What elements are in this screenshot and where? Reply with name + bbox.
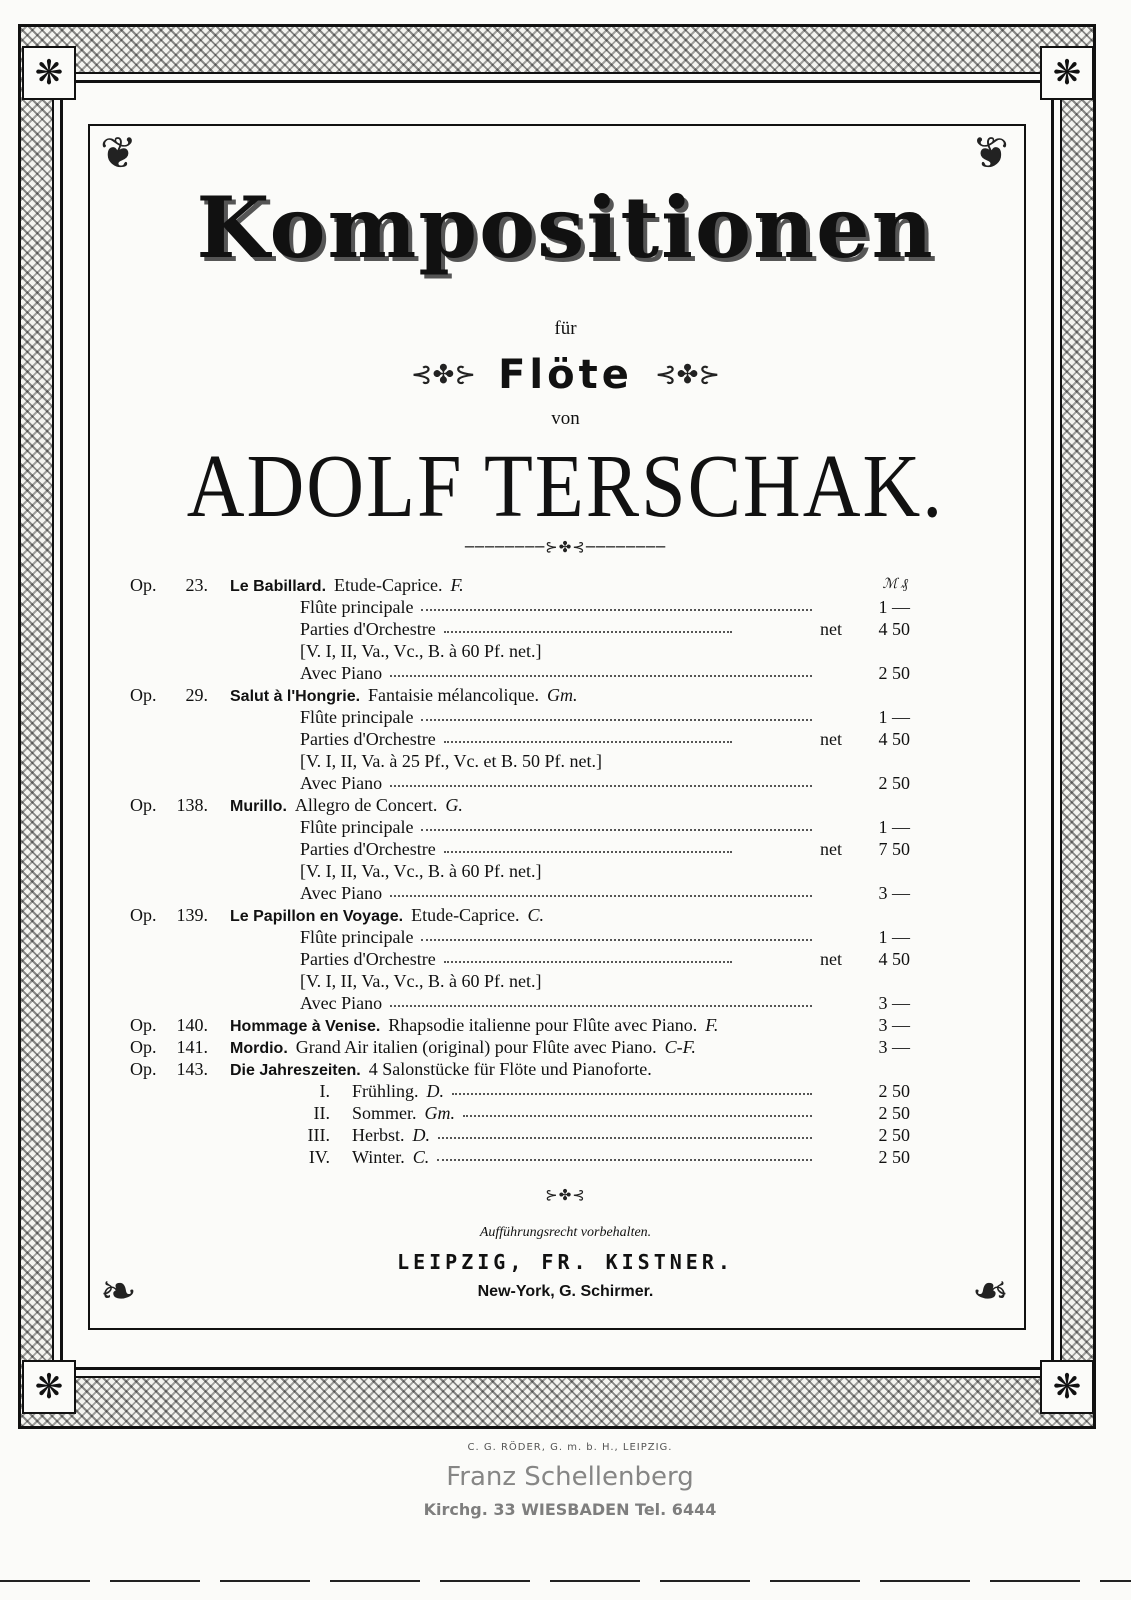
edition-row	[130, 882, 920, 904]
edition-price: 2 50	[878, 773, 910, 793]
edition-row	[130, 662, 920, 684]
season-key: Gm.	[424, 1103, 456, 1123]
parts-note: [V. I, II, Va. à 25 Pf., Vc. et B. 50 Pf. net.]	[300, 751, 602, 771]
parts-note: [V. I, II, Va., Vc., B. à 60 Pf. net.]	[300, 971, 542, 991]
work-title	[230, 1014, 718, 1038]
op-number: 29.	[185, 685, 208, 705]
dealer-stamp-name: Franz Schellenberg	[446, 1462, 694, 1492]
left-ornament-icon: ⊰✤⊱	[410, 360, 477, 390]
work-description: Grand Air italien (original) pour Flûte avec Piano.	[295, 1037, 657, 1057]
season-row	[130, 1080, 920, 1102]
edition-row	[130, 992, 920, 1014]
op-label: Op.	[130, 1037, 157, 1057]
edition-row	[130, 728, 920, 750]
season-price: 2 50	[878, 1081, 910, 1101]
edition-label: Avec Piano	[300, 663, 383, 683]
parts-note-row	[130, 640, 920, 662]
season-row	[130, 1146, 920, 1168]
fuer-label: für	[554, 318, 577, 339]
dealer-stamp-address: Kirchg. 33 WIESBADEN Tel. 6444	[423, 1500, 717, 1519]
edition-price: 2 50	[878, 663, 910, 683]
corner-ornament-icon: ❋	[22, 46, 76, 100]
work-key: F.	[450, 575, 464, 595]
work-heading	[130, 1014, 920, 1036]
work-title-text: Murillo.	[230, 798, 287, 815]
flourish-icon: ❦	[972, 128, 1009, 179]
edition-price: 3 —	[878, 883, 910, 903]
edition-price: 3 —	[878, 993, 910, 1013]
edition-price: 1 —	[878, 707, 910, 727]
edition-row	[130, 838, 920, 860]
season-price: 2 50	[878, 1125, 910, 1145]
work-heading	[130, 904, 920, 926]
corner-ornament-icon: ❋	[22, 1360, 76, 1414]
flourish-icon: ❦	[100, 128, 137, 179]
parts-note: [V. I, II, Va., Vc., B. à 60 Pf. net.]	[300, 861, 542, 881]
work-title	[230, 904, 544, 928]
work-title-text: Mordio.	[230, 1040, 288, 1057]
edition-label: Flûte principale	[300, 597, 414, 617]
work-title	[230, 794, 463, 818]
composer-name: ADOLF TERSCHAK.	[186, 437, 945, 537]
season-number: I.	[319, 1081, 330, 1101]
edition-row	[130, 706, 920, 728]
net-label: net	[820, 949, 842, 969]
season-name: Herbst.	[352, 1125, 405, 1145]
edition-label: Parties d'Orchestre	[300, 949, 436, 969]
op-label: Op.	[130, 905, 157, 925]
work-key: C.	[527, 905, 545, 925]
season-row	[130, 1124, 920, 1146]
parts-note: [V. I, II, Va., Vc., B. à 60 Pf. net.]	[300, 641, 542, 661]
work-title-text: Le Papillon en Voyage.	[230, 908, 404, 925]
bottom-rule	[0, 1580, 1131, 1582]
season-number: II.	[313, 1103, 330, 1123]
work-title	[230, 1036, 696, 1060]
op-number: 138.	[176, 795, 208, 815]
work-title	[230, 1058, 652, 1082]
edition-label: Flûte principale	[300, 927, 414, 947]
parts-note-row	[130, 860, 920, 882]
op-number: 140.	[176, 1015, 208, 1035]
printer-imprint: C. G. RÖDER, G. m. b. H., LEIPZIG.	[467, 1442, 673, 1453]
edition-label: Avec Piano	[300, 993, 383, 1013]
season-number: III.	[307, 1125, 330, 1145]
net-label: net	[820, 729, 842, 749]
edition-row	[130, 772, 920, 794]
edition-price: 1 —	[878, 927, 910, 947]
edition-label: Flûte principale	[300, 707, 414, 727]
work-description: 4 Salonstücke für Flöte und Pianoforte.	[368, 1059, 652, 1079]
edition-label: Parties d'Orchestre	[300, 729, 436, 749]
season-name: Sommer.	[352, 1103, 417, 1123]
season-name: Frühling.	[352, 1081, 419, 1101]
edition-label: Parties d'Orchestre	[300, 839, 436, 859]
work-description: Etude-Caprice.	[411, 905, 520, 925]
edition-row	[130, 596, 920, 618]
von-label: von	[551, 408, 580, 429]
op-number: 23.	[185, 575, 208, 595]
work-title-text: Die Jahreszeiten.	[230, 1062, 361, 1079]
net-label: net	[820, 619, 842, 639]
op-number: 141.	[176, 1037, 208, 1057]
edition-label: Avec Piano	[300, 883, 383, 903]
edition-row	[130, 948, 920, 970]
divider-ornament-icon: ⊱✤⊰	[545, 1186, 586, 1204]
parts-note-row	[130, 970, 920, 992]
work-heading	[130, 574, 920, 596]
edition-price: 4 50	[878, 949, 910, 969]
work-description: Allegro de Concert.	[294, 795, 438, 815]
instrument-name: Flöte	[498, 352, 633, 398]
season-price: 2 50	[878, 1147, 910, 1167]
season-row	[130, 1102, 920, 1124]
work-title-text: Le Babillard.	[230, 578, 327, 595]
work-heading	[130, 684, 920, 706]
edition-price: 4 50	[878, 619, 910, 639]
work-description: Fantaisie mélancolique.	[368, 685, 539, 705]
op-number: 139.	[176, 905, 208, 925]
work-description: Etude-Caprice.	[334, 575, 443, 595]
work-heading	[130, 1036, 920, 1058]
edition-row	[130, 618, 920, 640]
op-label: Op.	[130, 685, 157, 705]
work-title	[230, 684, 578, 708]
page-title: Kompositionen	[196, 178, 935, 277]
edition-price: 1 —	[878, 817, 910, 837]
season-key: C.	[412, 1147, 430, 1167]
edition-row	[130, 926, 920, 948]
season-key: D.	[412, 1125, 430, 1145]
op-label: Op.	[130, 1015, 157, 1035]
flourish-icon: ❧	[100, 1266, 137, 1317]
season-price: 2 50	[878, 1103, 910, 1123]
work-title	[230, 574, 464, 598]
work-key: Gm.	[547, 685, 578, 705]
flourish-icon: ❧	[972, 1266, 1009, 1317]
corner-ornament-icon: ❋	[1040, 46, 1094, 100]
work-title-text: Hommage à Venise.	[230, 1018, 381, 1035]
work-heading	[130, 1058, 920, 1080]
work-key: F.	[705, 1015, 719, 1035]
newyork-line: New-York, G. Schirmer.	[477, 1283, 654, 1300]
edition-label: Avec Piano	[300, 773, 383, 793]
season-key: D.	[426, 1081, 445, 1101]
work-description: Rhapsodie italienne pour Flûte avec Piano.	[388, 1015, 698, 1035]
divider-ornament-icon: ────────⊱✤⊰────────	[464, 538, 667, 556]
work-price: 3 —	[878, 1015, 910, 1035]
edition-label: Parties d'Orchestre	[300, 619, 436, 639]
edition-price: 4 50	[878, 729, 910, 749]
op-number: 143.	[176, 1059, 208, 1079]
instrument-row	[0, 352, 1131, 398]
work-heading	[130, 794, 920, 816]
currency-mark: ℳ ₰	[882, 577, 908, 592]
op-label: Op.	[130, 575, 157, 595]
net-label: net	[820, 839, 842, 859]
publisher-line: LEIPZIG, FR. KISTNER.	[397, 1250, 734, 1274]
rights-notice: Aufführungsrecht vorbehalten.	[479, 1225, 652, 1240]
parts-note-row	[130, 750, 920, 772]
edition-price: 7 50	[878, 839, 910, 859]
right-ornament-icon: ⊰✤⊱	[654, 360, 721, 390]
corner-ornament-icon: ❋	[1040, 1360, 1094, 1414]
edition-price: 1 —	[878, 597, 910, 617]
work-price: 3 —	[878, 1037, 910, 1057]
op-label: Op.	[130, 795, 157, 815]
season-number: IV.	[308, 1147, 330, 1167]
edition-row	[130, 816, 920, 838]
work-key: C-F.	[664, 1037, 696, 1057]
edition-label: Flûte principale	[300, 817, 414, 837]
op-label: Op.	[130, 1059, 157, 1079]
works-catalog	[130, 574, 920, 1168]
work-title-text: Salut à l'Hongrie.	[230, 688, 361, 705]
work-key: G.	[445, 795, 463, 815]
season-name: Winter.	[352, 1147, 405, 1167]
